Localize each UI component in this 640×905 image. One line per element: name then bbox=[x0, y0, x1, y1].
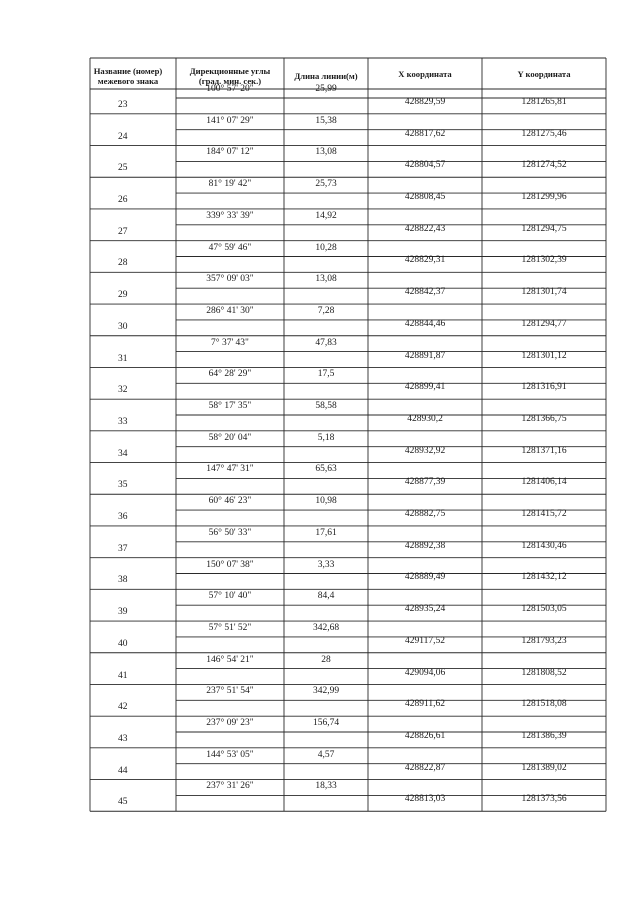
point-name-cell: 30 bbox=[118, 321, 128, 332]
point-y-cell: 1281406,14 bbox=[521, 477, 567, 488]
point-x-cell: 428817,62 bbox=[404, 128, 446, 139]
segment-length-cell: 7,28 bbox=[317, 305, 335, 316]
segment-angle-cell: 237° 09' 23" bbox=[206, 718, 254, 729]
point-x-cell: 428829,59 bbox=[404, 96, 446, 107]
segment-angle-cell: 144° 53' 05" bbox=[206, 749, 254, 760]
point-x-cell: 428935,24 bbox=[404, 604, 446, 615]
segment-length-cell: 47,83 bbox=[315, 337, 337, 348]
segment-length-cell: 18,33 bbox=[315, 781, 337, 792]
point-x-cell: 428892,38 bbox=[404, 540, 446, 551]
point-x-cell: 428842,37 bbox=[404, 287, 446, 298]
point-y-cell: 1281265,81 bbox=[521, 96, 567, 107]
header-length bbox=[284, 71, 368, 81]
segment-length-cell: 25,73 bbox=[315, 179, 337, 190]
point-y-cell: 1281430,46 bbox=[521, 540, 567, 551]
point-x-cell: 428826,61 bbox=[404, 730, 446, 741]
segment-angle-cell: 237° 51' 54" bbox=[206, 686, 254, 697]
point-y-cell: 1281373,56 bbox=[521, 794, 567, 805]
point-x-cell: 429117,52 bbox=[404, 635, 446, 646]
segment-angle-cell: 147° 47' 31" bbox=[206, 464, 254, 475]
point-y-cell: 1281808,52 bbox=[521, 667, 567, 678]
segment-length-cell: 10,28 bbox=[315, 242, 337, 253]
header-name-line-2: межевого знака bbox=[97, 76, 159, 86]
header-name bbox=[80, 66, 176, 86]
segment-length-cell: 342,99 bbox=[312, 686, 340, 697]
point-x-cell: 428899,41 bbox=[404, 382, 446, 393]
segment-angle-cell: 58° 17' 35" bbox=[208, 401, 252, 412]
point-x-cell: 428891,87 bbox=[404, 350, 446, 361]
point-name-cell: 23 bbox=[118, 99, 128, 110]
point-name-cell: 35 bbox=[118, 480, 128, 491]
segment-length-cell: 84,4 bbox=[317, 591, 335, 602]
point-name-cell: 26 bbox=[118, 195, 128, 206]
point-name-cell: 36 bbox=[118, 512, 128, 523]
point-name-cell: 37 bbox=[118, 543, 128, 554]
segment-length-cell: 15,38 bbox=[315, 115, 337, 126]
segment-length-cell: 28 bbox=[321, 654, 331, 665]
segment-length-cell: 156,74 bbox=[312, 718, 340, 729]
point-x-cell: 428889,49 bbox=[404, 572, 446, 583]
segment-angle-cell: 7° 37' 43" bbox=[211, 337, 249, 348]
segment-length-cell: 342,68 bbox=[312, 622, 340, 633]
point-y-cell: 1281366,75 bbox=[521, 413, 567, 424]
point-name-cell: 45 bbox=[118, 797, 128, 808]
segment-angle-cell: 58° 20' 04" bbox=[208, 432, 252, 443]
point-name-cell: 34 bbox=[118, 448, 128, 459]
header-y bbox=[482, 69, 606, 79]
point-y-cell: 1281389,02 bbox=[521, 762, 567, 773]
segment-angle-cell: 100° 57' 20" bbox=[206, 84, 254, 95]
segment-angle-cell: 357° 09' 03" bbox=[206, 274, 254, 285]
point-y-cell: 1281316,91 bbox=[521, 382, 567, 393]
segment-angle-cell: 141° 07' 29" bbox=[206, 115, 254, 126]
point-y-cell: 1281299,96 bbox=[521, 192, 567, 203]
segment-length-cell: 4,57 bbox=[317, 749, 335, 760]
point-x-cell: 428808,45 bbox=[404, 192, 446, 203]
segment-angle-cell: 47° 59' 46" bbox=[208, 242, 252, 253]
point-y-cell: 1281275,46 bbox=[521, 128, 567, 139]
segment-length-cell: 14,92 bbox=[315, 210, 337, 221]
segment-angle-cell: 146° 54' 21" bbox=[206, 654, 254, 665]
point-name-cell: 27 bbox=[118, 226, 128, 237]
segment-angle-cell: 57° 51' 52" bbox=[208, 622, 252, 633]
segment-angle-cell: 60° 46' 23" bbox=[208, 496, 252, 507]
point-x-cell: 428822,43 bbox=[404, 223, 446, 234]
point-x-cell: 428822,87 bbox=[404, 762, 446, 773]
point-x-cell: 428930,2 bbox=[407, 413, 443, 424]
point-name-cell: 24 bbox=[118, 131, 128, 142]
point-name-cell: 32 bbox=[118, 385, 128, 396]
point-x-cell: 428882,75 bbox=[404, 509, 446, 520]
point-name-cell: 29 bbox=[118, 290, 128, 301]
segment-length-cell: 58,58 bbox=[315, 401, 337, 412]
segment-length-cell: 3,33 bbox=[317, 559, 335, 570]
segment-angle-cell: 237° 31' 26" bbox=[206, 781, 254, 792]
point-name-cell: 43 bbox=[118, 733, 128, 744]
point-name-cell: 31 bbox=[118, 353, 128, 364]
point-y-cell: 1281301,74 bbox=[521, 287, 567, 298]
point-name-cell: 39 bbox=[118, 607, 128, 618]
point-y-cell: 1281793,23 bbox=[521, 635, 567, 646]
point-name-cell: 40 bbox=[118, 638, 128, 649]
header-angle-line-2: (град. мин. сек.) bbox=[198, 76, 262, 86]
segment-length-cell: 65,63 bbox=[315, 464, 337, 475]
point-x-cell: 428877,39 bbox=[404, 477, 446, 488]
segment-length-cell: 13,08 bbox=[315, 274, 337, 285]
segment-angle-cell: 64° 28' 29" bbox=[208, 369, 252, 380]
segment-length-cell: 17,61 bbox=[315, 527, 337, 538]
point-x-cell: 428813,03 bbox=[404, 794, 446, 805]
segment-angle-cell: 184° 07' 12" bbox=[206, 147, 254, 158]
segment-angle-cell: 150° 07' 38" bbox=[206, 559, 254, 570]
point-y-cell: 1281432,12 bbox=[521, 572, 567, 583]
point-x-cell: 429094,06 bbox=[404, 667, 446, 678]
point-name-cell: 41 bbox=[118, 670, 128, 681]
point-y-cell: 1281301,12 bbox=[521, 350, 567, 361]
point-y-cell: 1281503,05 bbox=[521, 604, 567, 615]
point-name-cell: 42 bbox=[118, 702, 128, 713]
header-angle bbox=[176, 66, 284, 86]
point-y-cell: 1281294,75 bbox=[521, 223, 567, 234]
point-name-cell: 25 bbox=[118, 163, 128, 174]
segment-angle-cell: 56° 50' 33" bbox=[208, 527, 252, 538]
point-y-cell: 1281386,39 bbox=[521, 730, 567, 741]
header-y-line-1: Y координата bbox=[517, 69, 571, 79]
point-name-cell: 38 bbox=[118, 575, 128, 586]
point-y-cell: 1281415,72 bbox=[521, 509, 567, 520]
header-x-line-1: X координата bbox=[398, 69, 452, 79]
point-name-cell: 33 bbox=[118, 416, 128, 427]
segment-angle-cell: 81° 19' 42" bbox=[208, 179, 252, 190]
point-x-cell: 428829,31 bbox=[404, 255, 446, 266]
segment-length-cell: 17,5 bbox=[317, 369, 335, 380]
point-y-cell: 1281302,39 bbox=[521, 255, 567, 266]
header-x bbox=[368, 69, 482, 79]
segment-length-cell: 10,98 bbox=[315, 496, 337, 507]
point-x-cell: 428844,46 bbox=[404, 318, 446, 329]
segment-angle-cell: 339° 33' 39" bbox=[206, 210, 254, 221]
point-y-cell: 1281371,16 bbox=[521, 445, 567, 456]
point-y-cell: 1281518,08 bbox=[521, 699, 567, 710]
point-x-cell: 428932,92 bbox=[404, 445, 446, 456]
point-y-cell: 1281274,52 bbox=[521, 160, 567, 171]
header-angle-line-1: Дирекционные углы bbox=[189, 66, 271, 76]
segment-length-cell: 5,18 bbox=[317, 432, 335, 443]
header-length-line-1: Длина линии(м) bbox=[294, 71, 358, 81]
point-name-cell: 44 bbox=[118, 765, 128, 776]
point-x-cell: 428804,57 bbox=[404, 160, 446, 171]
segment-length-cell: 25,99 bbox=[315, 84, 337, 95]
segment-angle-cell: 286° 41' 30" bbox=[206, 305, 254, 316]
segment-length-cell: 13,08 bbox=[315, 147, 337, 158]
segment-angle-cell: 57° 10' 40" bbox=[208, 591, 252, 602]
point-name-cell: 28 bbox=[118, 258, 128, 269]
header-name-line-1: Название (номер) bbox=[93, 66, 163, 76]
point-x-cell: 428911,62 bbox=[404, 699, 446, 710]
point-y-cell: 1281294,77 bbox=[521, 318, 567, 329]
